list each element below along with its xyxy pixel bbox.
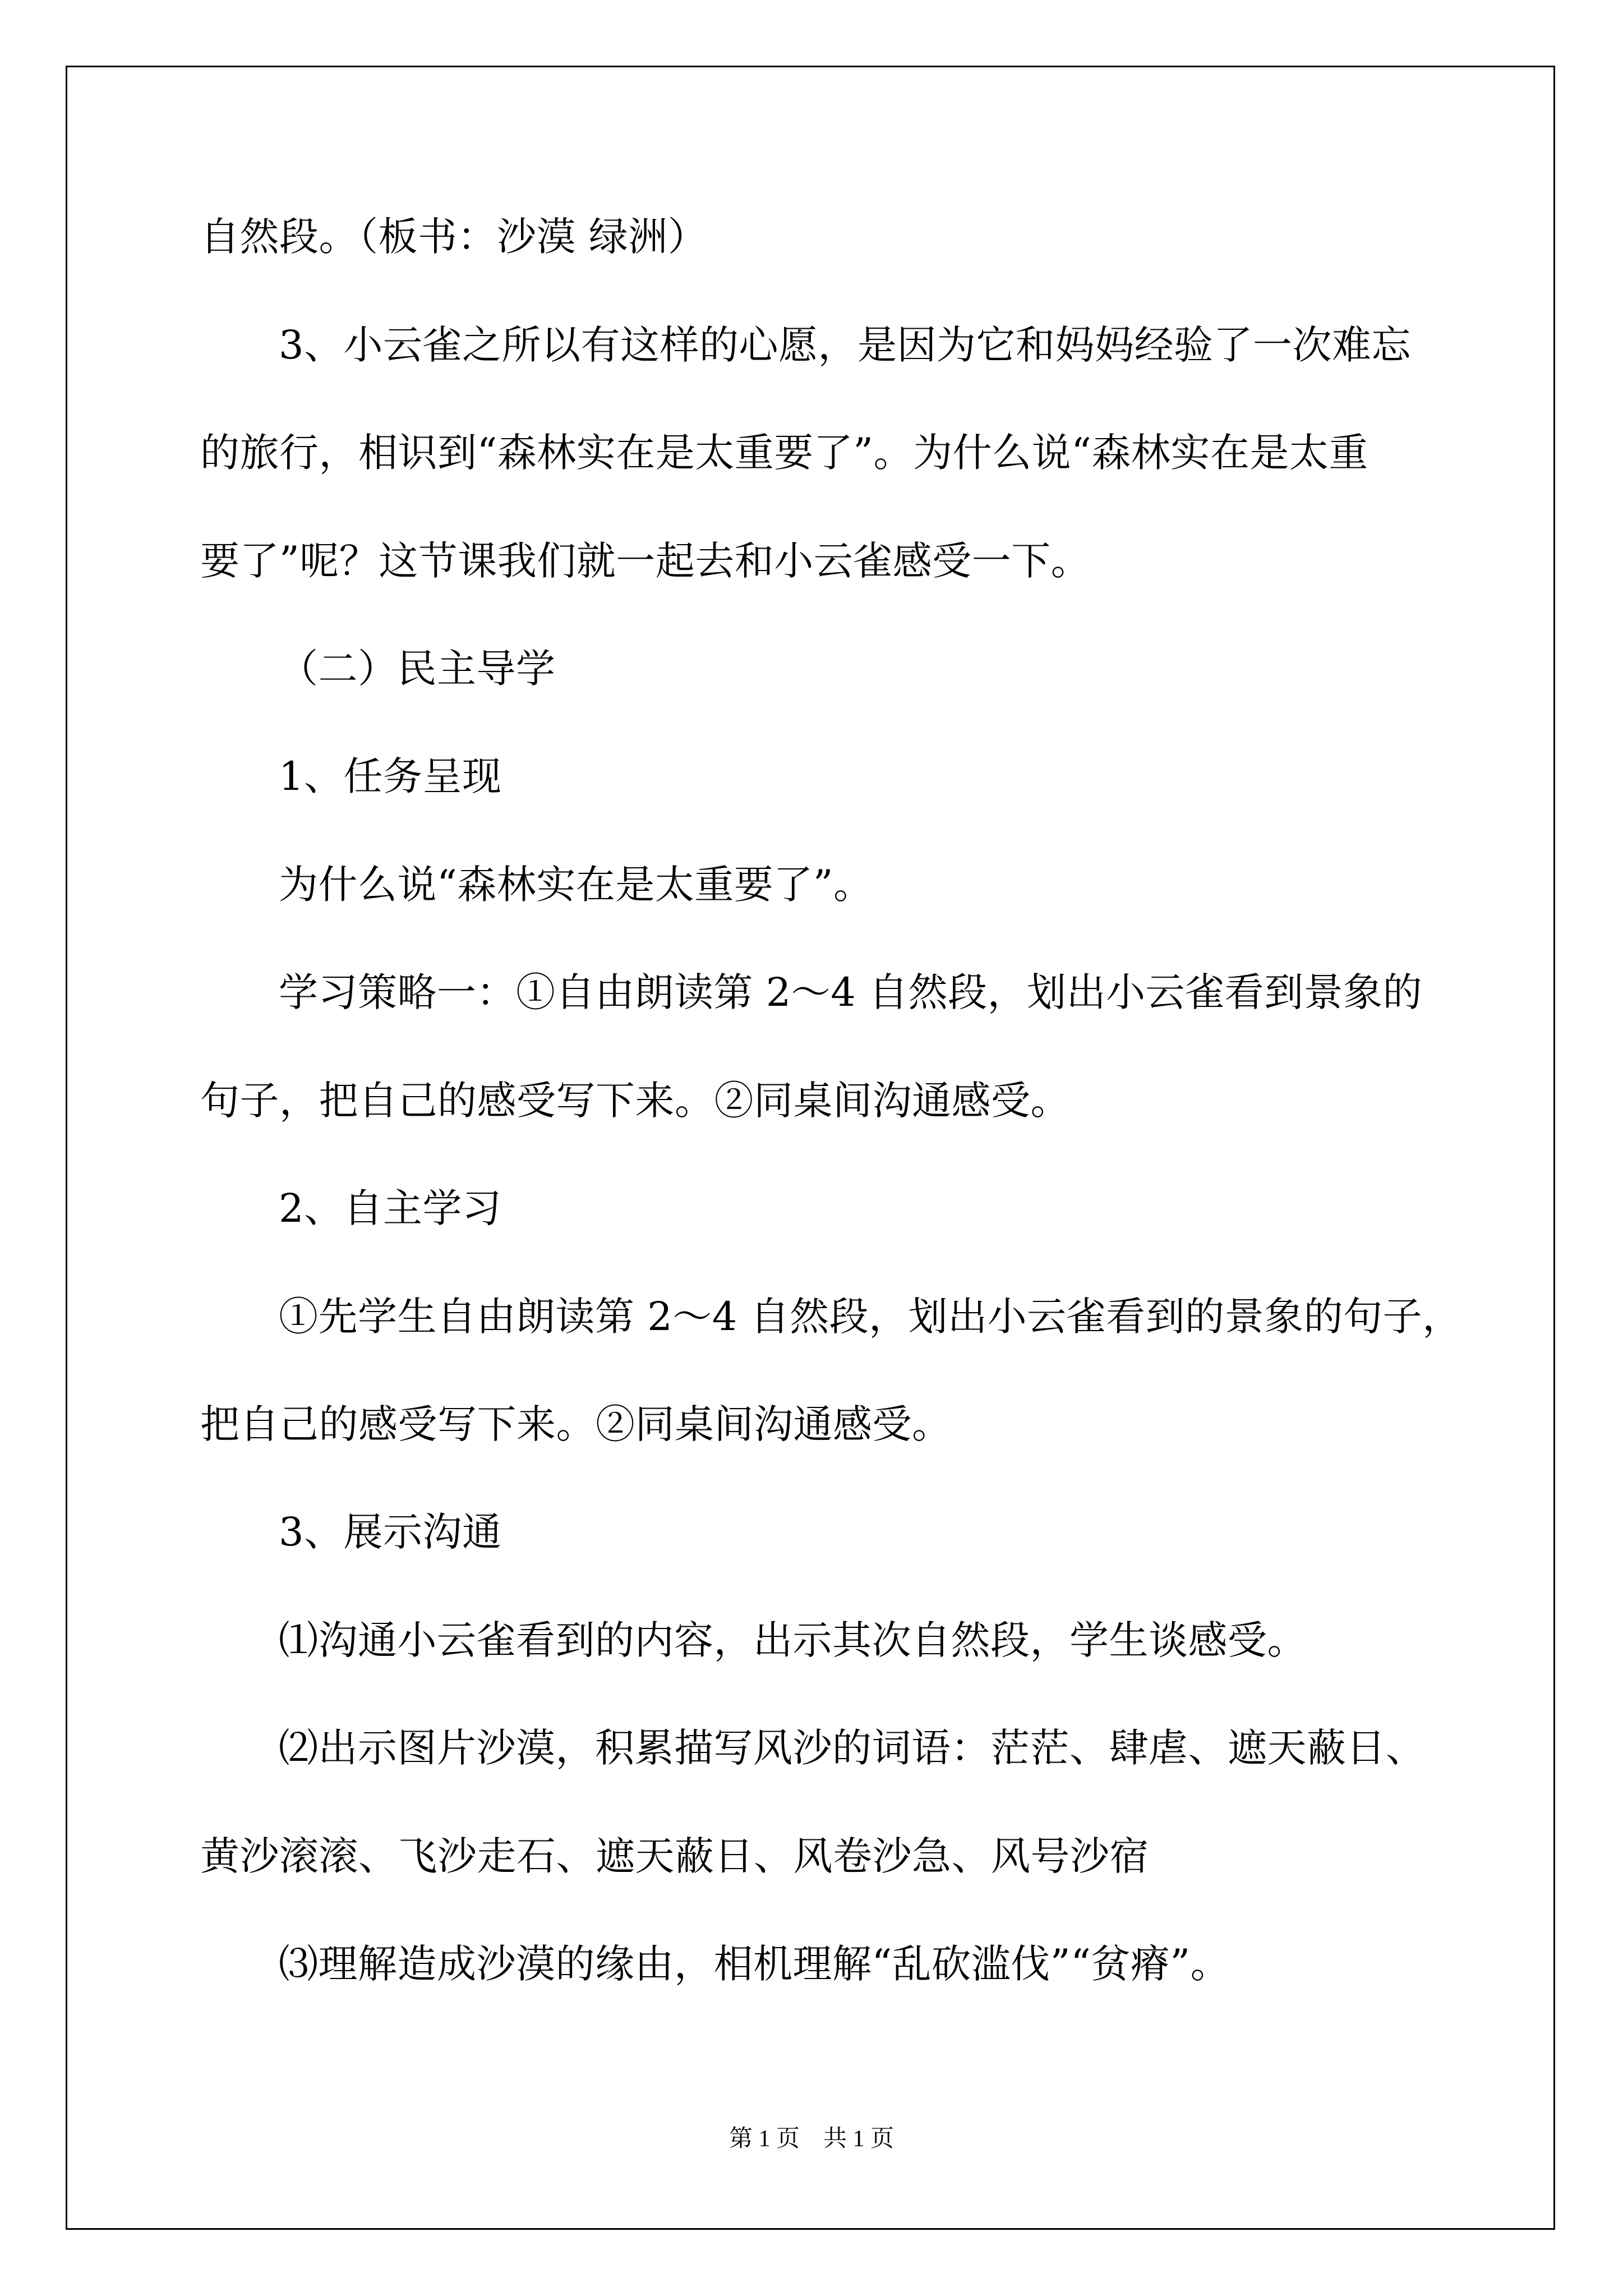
text-line-16: 黄沙滚滚、飞沙走石、遮天蔽日、风卷沙急、风号沙宿 — [200, 1833, 1149, 1879]
text-line-7: 为什么说“森林实在是太重要了”。 — [279, 862, 873, 908]
text-line-12: 把自己的感受写下来。②同桌间沟通感受。 — [200, 1401, 952, 1447]
page-border — [66, 66, 1555, 2230]
text-line-6: 1、任务呈现 — [279, 753, 502, 799]
text-line-14: ⑴沟通小云雀看到的内容，出示其次自然段，学生谈感受。 — [279, 1617, 1307, 1663]
text-line-3: 的旅行，相识到“森林实在是太重要了”。为什么说“森林实在是太重 — [200, 430, 1368, 476]
text-line-1: 自然段。（板书：沙漠 绿洲） — [200, 214, 708, 260]
section-heading: （二）民主导学 — [279, 646, 556, 692]
text-line-11: ①先学生自由朗读第 2～4 自然段，划出小云雀看到的景象的句子， — [279, 1294, 1462, 1340]
text-line-15: ⑵出示图片沙漠，积累描写风沙的词语：茫茫、肆虐、遮天蔽日、 — [279, 1725, 1426, 1771]
text-line-2: 3、小云雀之所以有这样的心愿，是因为它和妈妈经验了一次难忘 — [279, 322, 1412, 368]
text-line-9: 句子，把自己的感受写下来。②同桌间沟通感受。 — [200, 1078, 1070, 1124]
text-line-4: 要了”呢？这节课我们就一起去和小云雀感受一下。 — [200, 538, 1091, 584]
text-line-17: ⑶理解造成沙漠的缘由，相机理解“乱砍滥伐”“贫瘠”。 — [279, 1941, 1230, 1987]
text-line-8: 学习策略一：①自由朗读第 2～4 自然段，划出小云雀看到景象的 — [279, 969, 1423, 1015]
page-number-footer: 第 1 页 共 1 页 — [728, 2126, 894, 2152]
text-line-13: 3、展示沟通 — [279, 1509, 502, 1555]
text-line-10: 2、自主学习 — [279, 1185, 502, 1231]
